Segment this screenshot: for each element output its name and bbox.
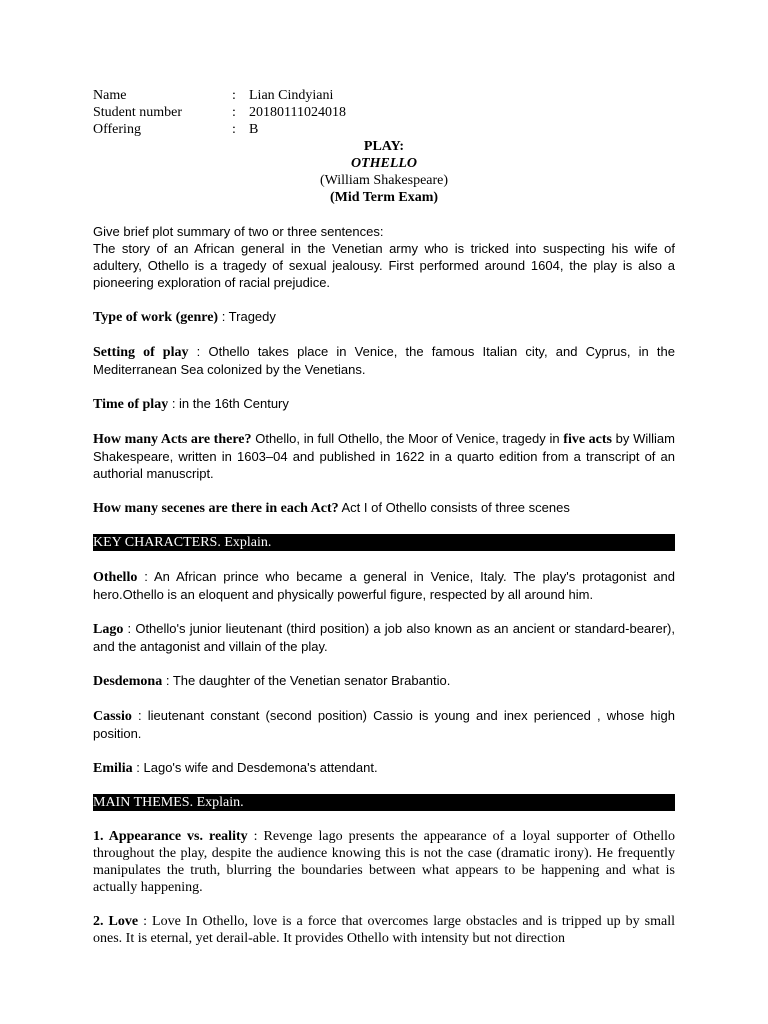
scenes-text: Act I of Othello consists of three scenes — [338, 500, 570, 515]
title-block — [93, 138, 675, 206]
summary-prompt: Give brief plot summary of two or three sentences: — [93, 224, 384, 239]
setting-text: : Othello takes place in Venice, the famous Italian city, and Cyprus, in the Mediterranean Sea colonized by the Venetians. — [93, 344, 675, 377]
info-value: B — [249, 122, 259, 137]
time-section — [93, 395, 675, 413]
theme-name: 2. Love — [93, 914, 139, 929]
document-content — [93, 87, 675, 947]
character-name: Desdemona — [93, 674, 163, 689]
main-themes-heading: MAIN THEMES. Explain. — [93, 794, 675, 811]
scenes-section — [93, 499, 675, 517]
character-othello — [93, 568, 675, 603]
setting-section — [93, 343, 675, 378]
genre-label: Type of work (genre) — [93, 310, 219, 325]
theme-name: 1. Appearance vs. reality — [93, 829, 248, 844]
character-text: : lieutenant constant (second position) Cassio is young and inex perienced , whose high position. — [93, 708, 675, 741]
acts-text-before: Othello, in full Othello, the Moor of Venice, tragedy in — [251, 431, 564, 446]
info-colon: : — [232, 105, 236, 120]
character-name: Othello — [93, 570, 138, 585]
student-info — [93, 87, 675, 138]
character-emilia — [93, 759, 675, 777]
info-row-offering — [93, 121, 675, 138]
time-text: : in the 16th Century — [168, 396, 289, 411]
exam-label: (Mid Term Exam) — [329, 190, 439, 205]
info-label: Student number — [93, 105, 183, 120]
info-label: Name — [93, 88, 127, 103]
acts-bold: five acts — [563, 432, 612, 447]
theme-text: : Love In Othello, love is a force that overcomes large obstacles and is tripped up by small ones. It is eternal, yet derail-able. It provides Othello with intensity but not direction — [93, 914, 675, 946]
info-value: 20180111024018 — [249, 105, 346, 120]
time-label: Time of play — [93, 397, 169, 412]
summary-text: The story of an African general in the Venetian army who is tricked into suspecting his wife of adultery, Othello is a tragedy of sexual jealousy. First performed around 1604, the play is also a pioneering exploration of racial prejudice. — [93, 241, 675, 290]
theme-text: : Revenge lago presents the appearance of a loyal supporter of Othello throughout the play, despite the audience knowing this is not the case (dramatic irony). He frequently manipulates the truth, blurring the boundaries between what appears to be happening and what is actually happening. — [93, 829, 675, 895]
genre-section — [93, 308, 675, 326]
character-name: Lago — [93, 622, 124, 637]
character-desdemona — [93, 672, 675, 690]
play-author: (William Shakespeare) — [319, 173, 449, 188]
acts-label: How many Acts are there? — [93, 432, 252, 447]
info-colon: : — [232, 88, 236, 103]
info-row-student-number — [93, 104, 675, 121]
genre-text: : Tragedy — [218, 309, 276, 324]
scenes-label: How many secenes are there in each Act? — [93, 501, 339, 516]
key-characters-heading: KEY CHARACTERS. Explain. — [93, 534, 675, 551]
setting-label: Setting of play — [93, 345, 189, 360]
character-text: : An African prince who became a general in Venice, Italy. The play's protagonist and hero.Othello is an eloquent and physically powerful figure, respected by all around him. — [93, 569, 675, 602]
character-text: : Othello's junior lieutenant (third position) a job also known as an ancient or standard-bearer), and the antagonist and villain of the play. — [93, 621, 675, 654]
character-text: : The daughter of the Venetian senator Brabantio. — [162, 673, 451, 688]
theme-love — [93, 913, 675, 947]
acts-section — [93, 430, 675, 482]
play-heading: PLAY: — [363, 139, 405, 154]
theme-appearance-reality — [93, 828, 675, 896]
character-lago — [93, 620, 675, 655]
character-text: : Lago's wife and Desdemona's attendant. — [132, 760, 378, 775]
acts-text-after: by William Shakespeare, written in 1603–04 and published in 1622 in a quarto edition from a transcript of an authorial manuscript. — [93, 431, 675, 481]
play-title: OTHELLO — [350, 156, 418, 171]
info-value: Lian Cindyiani — [249, 88, 334, 103]
character-name: Cassio — [93, 709, 132, 724]
character-name: Emilia — [93, 761, 133, 776]
info-label: Offering — [93, 122, 141, 137]
info-row-name — [93, 87, 675, 104]
info-colon: : — [232, 122, 236, 137]
character-cassio — [93, 707, 675, 742]
